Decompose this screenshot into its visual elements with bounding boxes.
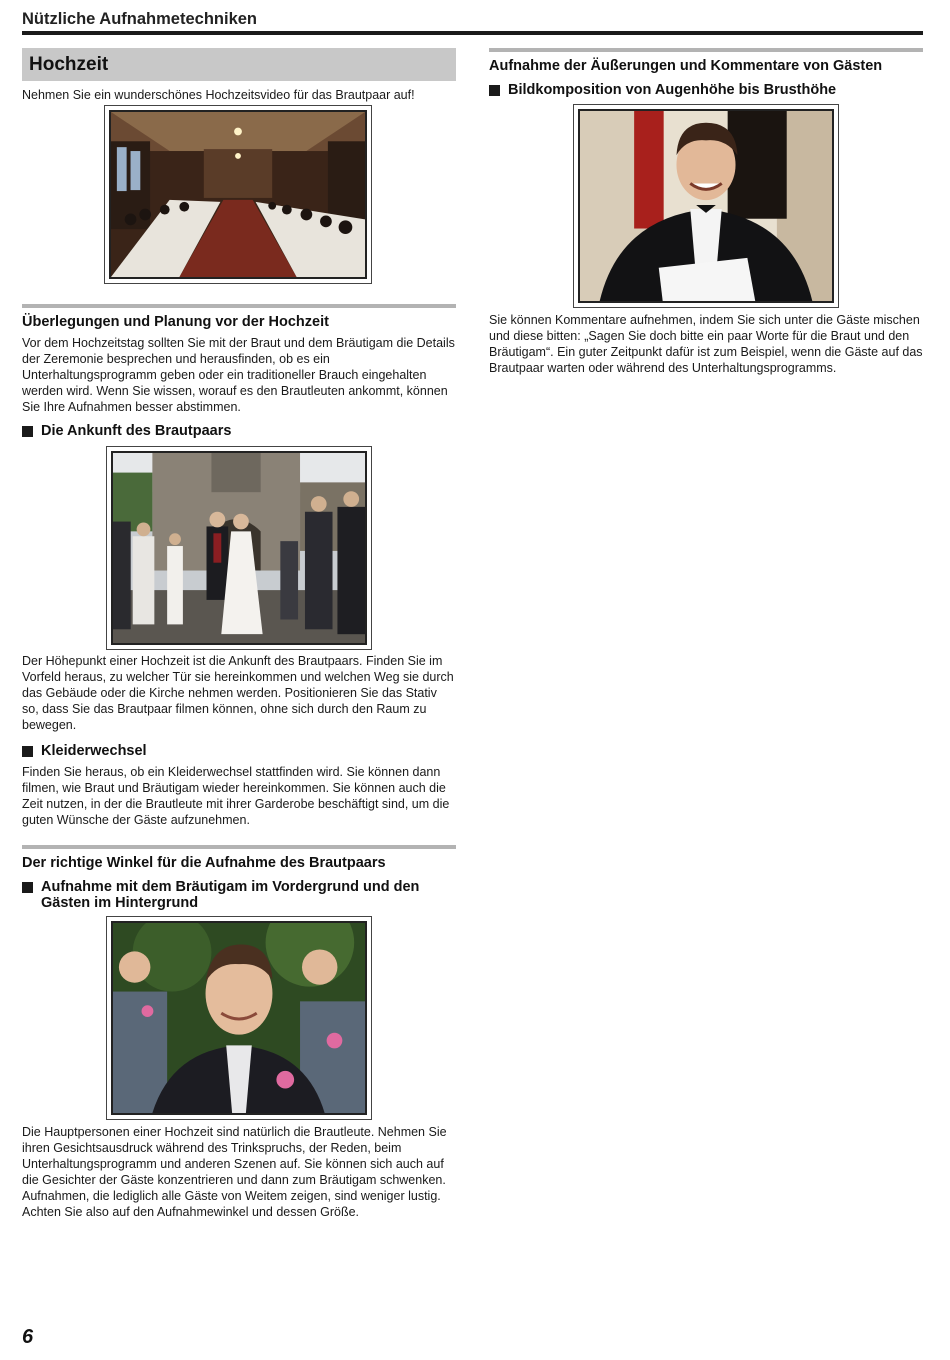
guests-heading: Aufnahme der Äußerungen und Kommentare von Gästen	[489, 58, 883, 74]
church-arrival-photo	[106, 446, 372, 650]
angle-section	[22, 845, 456, 911]
section-divider	[22, 845, 456, 849]
section-divider	[489, 48, 923, 52]
section-divider	[22, 304, 456, 308]
page-number: 6	[22, 1326, 34, 1348]
intro-text: Nehmen Sie ein wunderschönes Hochzeitsvideo für das Brautpaar auf!	[22, 88, 415, 102]
groom-heading: Aufnahme mit dem Bräutigam im Vordergrund und den Gästen im Hintergrund	[41, 879, 420, 911]
arrival-heading-row	[22, 423, 456, 439]
section-title-box	[22, 48, 456, 81]
guest-speech-photo	[573, 104, 839, 308]
square-bullet-icon	[22, 426, 33, 437]
dress-text: Finden Sie heraus, ob ein Kleiderwechsel stattfinden wird. Sie können dann filmen, wie Braut und Bräutigam wieder hereinkommen. Sie können auch die Zeit nutzen, in der die Brautleute mit ihrer Garderobe beschäftigt sind, um die guten Wünsche der Gäste aufzunehmen.	[22, 765, 450, 827]
planning-text: Vor dem Hochzeitstag sollten Sie mit der Braut und dem Bräutigam die Details der Zeremonie besprechen und herausfinden, ob es ein Unterhaltungsprogramm geben oder ein traditioneller Brauch eingehalten werden wird. Wenn Sie wissen, worauf es den Brautleuten ankommt, können Sie Ihre Aufnahmen besser abstimmen.	[22, 336, 455, 414]
section-title: Hochzeit	[29, 53, 109, 75]
groom-text: Die Hauptpersonen einer Hochzeit sind natürlich die Brautleute. Nehmen Sie ihren Gesichtsausdruck während des Trinkspruchs, der Reden, beim Unterhaltungsprogramm und anderen Szenen auf. Sie können sich auch auf die Gesichter der Gäste konzentrieren und dann zum Bräutigam schwenken. Aufnahmen, die lediglich alle Gäste von Weitem zeigen, sind weniger lustig. Achten Sie also auf den Aufnahmewinkel und dessen Größe.	[22, 1125, 447, 1219]
square-bullet-icon	[489, 85, 500, 96]
banquet-hall-photo	[104, 105, 372, 284]
groom-photo	[106, 916, 372, 1120]
guests-section	[489, 48, 923, 98]
dress-heading-row	[22, 743, 456, 759]
arrival-heading: Die Ankunft des Brautpaars	[41, 423, 232, 439]
header-rule	[22, 31, 923, 35]
arrival-text: Der Höhepunkt einer Hochzeit ist die Ankunft des Brautpaars. Finden Sie im Vorfeld heraus, zu welcher Tür sie hereinkommen und welchen Weg sie durch das Gebäude oder die Kirche nehmen werden. Positionieren Sie das Stativ so, dass Sie das Brautpaar filmen können, ohne sich durch den Raum zu bewegen.	[22, 654, 454, 732]
composition-heading: Bildkomposition von Augenhöhe bis Brusthöhe	[508, 82, 837, 98]
section-hochzeit	[22, 48, 456, 81]
guests-text: Sie können Kommentare aufnehmen, indem Sie sich unter die Gäste mischen und diese bitten: „Sagen Sie doch bitte ein paar Worte für die Braut und den Bräutigam“. Ein guter Zeitpunkt dafür ist zum Beispiel, wenn die Gäste auf das Brautpaar warten oder während des Unterhaltungsprogramms.	[489, 313, 923, 375]
dress-heading: Kleiderwechsel	[41, 743, 147, 759]
page-header-title: Nützliche Aufnahmetechniken	[22, 10, 258, 28]
planning-section	[22, 304, 456, 415]
planning-heading: Überlegungen und Planung vor der Hochzeit	[22, 314, 329, 330]
angle-heading: Der richtige Winkel für die Aufnahme des Brautpaars	[22, 855, 386, 871]
square-bullet-icon	[22, 882, 33, 893]
square-bullet-icon	[22, 746, 33, 757]
